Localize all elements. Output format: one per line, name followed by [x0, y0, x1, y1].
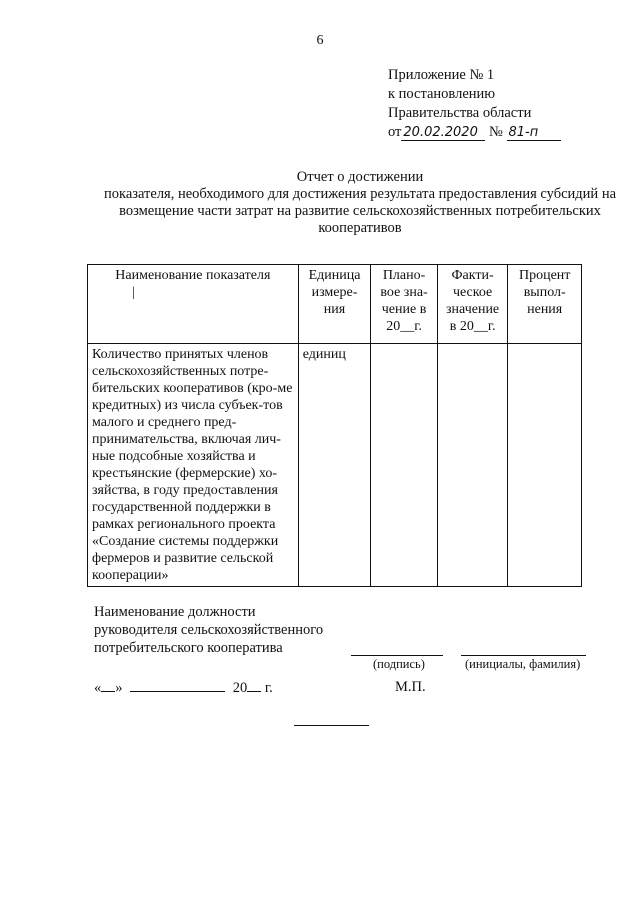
position-line-2: руководителя сельскохозяйственного — [94, 622, 324, 638]
table-row — [88, 344, 582, 587]
handwritten-date: 20.02.2020 — [401, 126, 485, 141]
header-unit: Единица измере-ния — [298, 265, 371, 344]
cell-planned — [371, 344, 438, 587]
initials-caption: (инициалы, фамилия) — [465, 657, 581, 671]
appendix-date-line — [388, 123, 561, 142]
report-table — [87, 264, 582, 587]
signature-block — [94, 603, 323, 657]
table-header-row — [88, 265, 582, 344]
header-name: Наименование показателя | — [88, 265, 299, 344]
title-line-2: показателя, необходимого для достижения результата предоставления субсидий на возмещение части затрат на развитие сельскохозяйственных потребительских кооперативов — [103, 186, 617, 236]
open-quote: « — [94, 680, 102, 696]
header-mark: | — [132, 285, 135, 300]
page-number: 6 — [316, 33, 324, 48]
appendix-block — [388, 66, 561, 142]
appendix-line-2: к постановлению — [388, 86, 496, 102]
cell-percent — [508, 344, 582, 587]
year-suffix: г. — [264, 680, 273, 696]
date-fill-line — [94, 679, 273, 697]
signature-underline — [351, 655, 443, 656]
year-blank — [247, 679, 261, 692]
title-line-1: Отчет о достижении — [296, 169, 424, 185]
position-line-3: потребительского кооператива — [94, 640, 283, 656]
header-actual: Факти-ческое значение в 20__г. — [437, 265, 508, 344]
month-blank — [130, 679, 225, 692]
appendix-line-3: Правительства области — [388, 105, 532, 121]
handwritten-number: 81-п — [507, 126, 561, 141]
stamp-mark: М.П. — [395, 679, 426, 695]
close-quote: » — [115, 680, 123, 696]
initials-underline — [461, 655, 586, 656]
cell-actual — [437, 344, 508, 587]
year-prefix: 20 — [232, 680, 248, 696]
position-line-1: Наименование должности — [94, 604, 256, 620]
bottom-divider — [294, 725, 369, 726]
from-label: от — [388, 124, 402, 140]
day-blank — [101, 679, 115, 692]
report-title — [80, 169, 640, 237]
cell-unit: единиц — [298, 344, 371, 587]
number-label: № — [489, 124, 503, 140]
cell-name: Количество принятых членов сельскохозяйственных потре-бительских кооперативов (кро-ме кредитных) из числа субъек-тов малого и среднего пред-принимательства, включая лич-ные подсобные хозяйства и крестьянские (фермерские) хо-зяйства, в году предоставления государственной поддержки в рамках регионального проекта «Создание системы поддержки фермеров и развитие сельской кооперации» — [88, 344, 299, 587]
appendix-line-1: Приложение № 1 — [388, 67, 495, 83]
header-percent: Процент выпол-нения — [508, 265, 582, 344]
header-planned: Плано-вое зна-чение в 20__г. — [371, 265, 438, 344]
signature-caption: (подпись) — [373, 657, 425, 671]
